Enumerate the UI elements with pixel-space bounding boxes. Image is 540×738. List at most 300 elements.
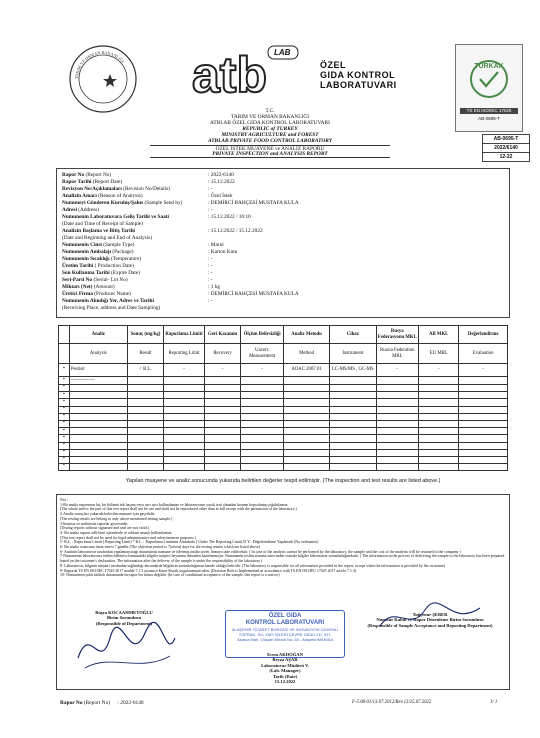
note-line: (The whole and/or the part of this test report shall not be use and shall not be reproduced other than in full except with the permission of the laboratory.) bbox=[60, 507, 297, 512]
info-row bbox=[62, 207, 99, 213]
table-cell bbox=[419, 442, 459, 449]
table-cell bbox=[69, 406, 127, 413]
signature-line: (Lab. Manager) bbox=[269, 668, 301, 674]
table-row-empty bbox=[59, 464, 508, 471]
info-row bbox=[62, 228, 135, 234]
note-line: 8- Laboratuvar, bilginin müşteri tarafından sağlandığı durumlarda bilgilerin sorumluluğunun kimde olduğu belirtilir. (The laboratory is responsible for all information provided in the report, except when the information is provided by the customer) bbox=[60, 563, 446, 568]
table-cell bbox=[330, 399, 376, 406]
col-header-en: Result bbox=[127, 344, 163, 364]
table-cell bbox=[127, 385, 163, 392]
table-cell: Pestisit bbox=[69, 364, 127, 377]
note-line: 7-Numunenin laboratuvara teslim edilmesi esnasındaki bilgiler müşteri beyanına istinaden hazırlanmıştır. Numunenin teslim alımına sürecinden sonraki bilgiler laboratuvar sorumluluğundadır. ( The information in the process of delivering the sample to the laboratory has been prepared based on the customer's declaration. The information after the delivery of the sample is under the responsibility of the laboratory.) bbox=[60, 554, 505, 564]
table-cell bbox=[330, 464, 376, 471]
table-cell bbox=[204, 399, 241, 406]
table-cell bbox=[283, 420, 329, 427]
table-cell bbox=[241, 435, 284, 442]
table-cell bbox=[330, 406, 376, 413]
note-line: 5- R.L. : Raporlama Limiti ( Reporting Limit) * R.L. : Raporlama Limitinin Altındadır ( Under The Reporting Limit) D.Y : Değerlendirme Yapılmadı (No evaluation) bbox=[60, 540, 319, 545]
table-row-empty bbox=[59, 442, 508, 449]
table-cell bbox=[204, 464, 241, 471]
table-cell bbox=[241, 399, 284, 406]
table-cell bbox=[419, 399, 459, 406]
table-row-empty bbox=[59, 385, 508, 392]
col-header-en: EU MRL bbox=[419, 344, 459, 364]
note-line: 6- Bu analiz sonucuna itiraz süresi 7 gündür (The objection period is 7(seven) days for the testing results which are listed above) bbox=[60, 545, 261, 550]
info-label-en: (Reason of Analysis) bbox=[96, 193, 143, 199]
info-label: Seri-Parti No bbox=[62, 277, 93, 283]
svg-text:TARIM VE ORMAN BAKANLIĞI: TARIM VE ORMAN BAKANLIĞI bbox=[73, 50, 126, 80]
table-cell: * bbox=[59, 385, 70, 392]
signature-line: Tarih (Date) bbox=[272, 673, 298, 679]
info-label: Numuneyi Gönderen Kuruluş/Şahıs bbox=[62, 200, 144, 206]
info-row bbox=[62, 263, 134, 269]
table-cell bbox=[241, 392, 284, 399]
table-cell bbox=[376, 420, 419, 427]
code-box-period: 12-22 bbox=[482, 152, 530, 162]
note-line: (This test report shall not be used for legal-administrative and advertisement purposes.) bbox=[60, 535, 196, 540]
table-cell bbox=[459, 435, 508, 442]
lab-stamp bbox=[225, 610, 345, 658]
table-cell: LC-MS/MS , GC-MS bbox=[330, 364, 376, 377]
note-line: 2-Analiz sonuçları yukarıda belirtilen numune için geçerlidir. bbox=[60, 512, 156, 517]
table-cell bbox=[164, 399, 205, 406]
table-cell bbox=[459, 406, 508, 413]
table-cell bbox=[164, 385, 205, 392]
table-cell bbox=[283, 413, 329, 420]
table-cell: < R.L. bbox=[127, 364, 163, 377]
info-label: Numunenin Cinsi bbox=[62, 242, 102, 248]
turkak-label: TÜRKAK bbox=[474, 63, 504, 70]
table-cell bbox=[376, 442, 419, 449]
table-cell: - bbox=[376, 364, 419, 377]
info-label-en: (Package) bbox=[111, 249, 134, 255]
table-cell bbox=[164, 435, 205, 442]
table-cell: --------------- bbox=[69, 377, 127, 385]
table-cell bbox=[330, 420, 376, 427]
note-line: 3-İmzasız ve mühürsüz raporlar geçersizdir. bbox=[60, 521, 129, 526]
info-row bbox=[62, 193, 143, 199]
results-body bbox=[59, 364, 508, 471]
table-cell bbox=[204, 413, 241, 420]
info-label: Numunenin Ambalajı bbox=[62, 249, 112, 255]
table-cell bbox=[241, 442, 284, 449]
col-header-en: Russia Federation MRL bbox=[376, 344, 419, 364]
table-cell bbox=[204, 406, 241, 413]
table-cell bbox=[204, 449, 241, 456]
signature-line: Birim Sorumlusu bbox=[106, 615, 142, 621]
info-value: : 15.12.2022 bbox=[208, 179, 235, 185]
info-row bbox=[62, 221, 143, 227]
info-row bbox=[62, 291, 131, 297]
info-label-en: (Date and Beginning and End of Analysis) bbox=[62, 235, 153, 241]
table-cell: - bbox=[164, 364, 205, 377]
table-cell bbox=[204, 377, 241, 385]
table-cell bbox=[283, 385, 329, 392]
note-line: 9- Raporda TS EN ISO/IEC 17025:2017 madde 7.1.3 uyarınca Karar Kuralı uygulanmayacaktır. (Decision Rule is Implemented in accordance with TS EN ISO/IEC 17025 2017 article 7.1.3) bbox=[60, 568, 357, 573]
table-cell bbox=[241, 464, 284, 471]
signature-line: Laboratuvar Müdürü V. bbox=[261, 662, 309, 668]
table-cell bbox=[459, 392, 508, 399]
col-header: Ölçüm Belirsizliği bbox=[241, 326, 284, 344]
table-cell: * bbox=[59, 364, 70, 377]
table-cell bbox=[204, 392, 241, 399]
table-cell: * bbox=[59, 449, 70, 456]
info-label: Rapor No bbox=[62, 172, 85, 178]
table-cell bbox=[376, 392, 419, 399]
table-cell bbox=[241, 406, 284, 413]
footer-form-code: F-5.08-01/13.07.2012/Rev.13/25.07.2022 bbox=[352, 700, 432, 705]
table-cell bbox=[419, 464, 459, 471]
info-value: : - bbox=[208, 263, 213, 269]
info-label: Numunenin Alındığı Yer, Adres ve Tarihi bbox=[62, 298, 154, 304]
table-cell bbox=[204, 385, 241, 392]
col-header: Analiz Metodu bbox=[283, 326, 329, 344]
table-cell bbox=[283, 428, 329, 435]
info-label-en: (Report No) bbox=[84, 172, 112, 178]
table-cell bbox=[419, 406, 459, 413]
info-value: : - bbox=[208, 270, 213, 276]
notes-title: Not : bbox=[60, 498, 68, 502]
info-value: : - bbox=[208, 298, 213, 304]
table-cell bbox=[69, 456, 127, 463]
table-cell bbox=[330, 428, 376, 435]
signature-line: Ecem AKDOĞAN bbox=[267, 652, 303, 657]
info-label: Analizin Başlama ve Bitiş Tarihi bbox=[62, 228, 135, 234]
info-label: Rapor Tarihi bbox=[62, 179, 92, 185]
table-cell bbox=[376, 385, 419, 392]
signature-line: (Responsible of Sample Acceptance and Reporting Department) bbox=[367, 622, 493, 628]
table-cell bbox=[459, 428, 508, 435]
table-cell bbox=[419, 428, 459, 435]
signature-scribble-right bbox=[370, 598, 490, 638]
note-line: 6- Analizin laboratuvar tarafından yapılamayacağı durumlarda numune ve ödenmiş analiz ücreti firmaya iade edilecektir. ( In case of the analysis cannot be performed by the laboratory, the sample and the cost of the analysis will be returned to the company ) bbox=[60, 549, 461, 554]
table-cell bbox=[164, 456, 205, 463]
table-cell: - bbox=[241, 364, 284, 377]
info-label-en: (Serial- Lot No) bbox=[92, 277, 128, 283]
code-box-accreditation: AB-0695-T bbox=[482, 134, 530, 144]
table-cell bbox=[241, 449, 284, 456]
ministry-seal bbox=[68, 44, 138, 114]
table-cell bbox=[419, 456, 459, 463]
table-cell bbox=[376, 406, 419, 413]
col-header: Geri Kazanım bbox=[204, 326, 241, 344]
stamp-line: Akarca Mah. Otoyan Mevkii No: 54 - Alaşehir/MANİSA bbox=[236, 637, 334, 643]
table-cell bbox=[376, 449, 419, 456]
table-cell bbox=[283, 456, 329, 463]
info-label-en: (Report Date) bbox=[91, 179, 123, 185]
info-label-en: (Amount) bbox=[92, 284, 115, 290]
report-type-tr: ÖZEL İSTEK MUAYENE ve ANALİZ RAPORU bbox=[150, 145, 390, 152]
info-row bbox=[62, 256, 141, 262]
table-row-empty bbox=[59, 449, 508, 456]
table-cell bbox=[69, 420, 127, 427]
info-label: Numunenin Laboratuvara Geliş Tarihi ve Saati bbox=[62, 214, 169, 220]
table-cell bbox=[459, 442, 508, 449]
table-cell bbox=[283, 442, 329, 449]
table-cell bbox=[69, 449, 127, 456]
table-cell bbox=[164, 413, 205, 420]
table-cell bbox=[164, 464, 205, 471]
table-cell bbox=[164, 392, 205, 399]
info-value: : DEMİRCİ BAHÇESİ MUSTAFA KULA bbox=[208, 200, 299, 206]
info-row bbox=[62, 305, 160, 311]
col-header: Raporlama Limiti bbox=[164, 326, 205, 344]
table-cell bbox=[459, 413, 508, 420]
footer-page-number: 1/ 1 bbox=[490, 700, 498, 705]
info-value: : 2022-6140 bbox=[208, 172, 234, 178]
info-value: : Karton Kutu bbox=[208, 249, 238, 255]
table-row-empty bbox=[59, 435, 508, 442]
col-header-en: Uncert. Measurement bbox=[241, 344, 284, 364]
ministry-tr: TARIM VE ORMAN BAKANLIĞI bbox=[230, 114, 310, 120]
table-row bbox=[59, 364, 508, 377]
table-cell bbox=[204, 435, 241, 442]
table-cell bbox=[204, 420, 241, 427]
table-cell bbox=[127, 442, 163, 449]
table-cell bbox=[459, 464, 508, 471]
table-cell bbox=[283, 464, 329, 471]
info-row bbox=[62, 298, 154, 304]
info-label: Numunenin Sıcaklığı bbox=[62, 256, 110, 262]
table-cell bbox=[241, 385, 284, 392]
table-footer-note: Yapılan muayene ve analiz sonucunda yukarıda belirtilen değerler tespit edilmiştir. (The inspection and test results are listed above.) bbox=[125, 478, 441, 484]
atb-logo-text: atb bbox=[192, 47, 267, 100]
info-value: : - bbox=[208, 277, 213, 283]
stamp-line: ÖZEL GIDA bbox=[268, 613, 302, 619]
table-cell bbox=[127, 456, 163, 463]
col-header: Sonuç (mg/kg) bbox=[127, 326, 163, 344]
table-cell bbox=[330, 377, 376, 385]
note-line: 1-Bu analiz raporunun hiç bir bölümü tek başına veya ayrı ayrı kullanılamaz ve laboratuvarın yazılı izni olmadan kısmen kopyalanıp çoğaltılamaz. bbox=[60, 502, 289, 507]
info-label: Üretici Firma bbox=[62, 291, 93, 297]
turkak-logo-icon bbox=[456, 45, 522, 105]
stamp-line: ALAŞEHİR TİCARET BORSASI VE İNOVASYON GÜVENLİ bbox=[231, 627, 339, 632]
info-row bbox=[62, 270, 140, 276]
table-cell bbox=[419, 420, 459, 427]
ministry-en: MINISTRY AGRICULTURE and FOREST bbox=[221, 132, 319, 138]
col-header-en: Recovery bbox=[204, 344, 241, 364]
info-label: Revizyon No/Açıklamaları bbox=[62, 186, 122, 192]
table-cell: * bbox=[59, 377, 70, 385]
signature-line: Büşra KOCAAHMETOĞLU bbox=[95, 610, 153, 615]
table-cell bbox=[164, 442, 205, 449]
table-cell bbox=[204, 456, 241, 463]
info-label-en: ( Production Date) bbox=[93, 263, 134, 269]
info-label-en: (Address) bbox=[76, 207, 100, 213]
table-cell bbox=[376, 435, 419, 442]
info-row bbox=[62, 186, 170, 192]
table-row-empty bbox=[59, 413, 508, 420]
table-cell bbox=[69, 399, 127, 406]
table-cell bbox=[330, 449, 376, 456]
footer-report-label: Rapor No bbox=[60, 700, 83, 706]
info-value: : Marul bbox=[208, 242, 224, 248]
table-cell bbox=[127, 399, 163, 406]
table-cell bbox=[459, 377, 508, 385]
info-label-en: (Temperature) bbox=[109, 256, 142, 262]
accreditation-standard: TS EN ISO/IEC 17025 bbox=[460, 108, 518, 114]
table-cell bbox=[241, 413, 284, 420]
table-cell: - bbox=[419, 364, 459, 377]
footer-report-no bbox=[60, 700, 144, 706]
table-cell bbox=[330, 435, 376, 442]
table-cell bbox=[330, 456, 376, 463]
table-cell: AOAC 2007.01 bbox=[283, 364, 329, 377]
col-header: Analiz bbox=[69, 326, 127, 344]
table-cell bbox=[241, 428, 284, 435]
table-cell: * bbox=[59, 413, 70, 420]
table-cell bbox=[376, 377, 419, 385]
info-value: : 15.12.2022 / 15.12.2022 bbox=[208, 228, 263, 234]
table-cell bbox=[241, 456, 284, 463]
col-header-en: Method bbox=[283, 344, 329, 364]
table-cell bbox=[283, 435, 329, 442]
info-row bbox=[62, 277, 128, 283]
lab-name-en: ATBLAB PRIVATE FOOD CONTROL LABORATORY bbox=[207, 138, 333, 144]
table-cell: - bbox=[204, 364, 241, 377]
info-row bbox=[62, 242, 134, 248]
table-cell: * bbox=[59, 392, 70, 399]
table-cell bbox=[69, 385, 127, 392]
table-cell: * bbox=[59, 442, 70, 449]
code-box-report-no: 2022/6140 bbox=[482, 143, 530, 153]
col-header: Değerlendirme bbox=[459, 326, 508, 344]
info-row bbox=[62, 200, 182, 206]
table-cell bbox=[127, 428, 163, 435]
republic-en: REPUBLIC of TURKEY bbox=[242, 126, 298, 132]
table-cell bbox=[376, 428, 419, 435]
info-label-en: (Sample Type) bbox=[101, 242, 135, 248]
info-row bbox=[62, 214, 169, 220]
table-cell bbox=[127, 420, 163, 427]
logo-text-line-1: ÖZEL bbox=[320, 60, 346, 70]
signature-line: Numune Kabul ve Rapor Düzenleme Birim Sorumlusu bbox=[376, 617, 484, 623]
col-header: AB MKL bbox=[419, 326, 459, 344]
info-row bbox=[62, 249, 134, 255]
col-header: Rusya Federasyonu MKL bbox=[376, 326, 419, 344]
table-cell bbox=[127, 406, 163, 413]
table-cell bbox=[459, 399, 508, 406]
table-cell bbox=[459, 449, 508, 456]
table-row bbox=[59, 377, 508, 385]
info-value: : Özel İstek bbox=[208, 193, 233, 199]
info-label-en: (Date and Time of Receipt of Sample) bbox=[62, 221, 143, 227]
info-label: Adresi bbox=[62, 207, 77, 213]
footer-report-label-en: (Report No) bbox=[82, 700, 111, 706]
table-cell bbox=[164, 449, 205, 456]
info-label-en: (Revision No/Details) bbox=[121, 186, 170, 192]
table-cell bbox=[69, 435, 127, 442]
stamp-line: TOPRAK, SU, YAPI İŞLERİ ÇEVRE GIDA LTD. ŞTİ. bbox=[238, 632, 332, 638]
table-cell bbox=[283, 406, 329, 413]
note-line: (The testing results are belong to only above mentioned testing sample.) bbox=[60, 516, 173, 521]
lab-name-block bbox=[320, 60, 397, 90]
table-cell bbox=[127, 449, 163, 456]
table-cell bbox=[459, 420, 508, 427]
table-cell bbox=[419, 377, 459, 385]
info-label: Son Kullanma Tarihi bbox=[62, 270, 110, 276]
table-cell bbox=[69, 413, 127, 420]
results-table bbox=[58, 325, 508, 471]
info-value: : 1 kg bbox=[208, 284, 221, 290]
table-cell bbox=[330, 392, 376, 399]
table-cell bbox=[204, 428, 241, 435]
note-line: 10- Numunenin şahit kalıbılı durumunda bu rapor bir fatura değildir. (In case of conditional acceptance of the sample, this report is a waiver) bbox=[60, 573, 280, 578]
signature-line: Tuğçenur ŞEBER bbox=[412, 612, 448, 617]
table-cell bbox=[283, 377, 329, 385]
table-row-empty bbox=[59, 392, 508, 399]
table-cell bbox=[459, 456, 508, 463]
info-value: : 15.12.2022 / 16:10 bbox=[208, 214, 251, 220]
table-cell bbox=[376, 413, 419, 420]
signature-center bbox=[215, 652, 355, 684]
table-cell bbox=[69, 442, 127, 449]
table-cell bbox=[419, 435, 459, 442]
info-value: : - bbox=[208, 186, 213, 192]
signature-scribble-left bbox=[70, 618, 180, 678]
stamp-line: KONTROL LABORATUVARI bbox=[245, 620, 325, 626]
logo-text-line-3: LABORATUVARI bbox=[320, 80, 397, 90]
col-header-en: Analysis bbox=[69, 344, 127, 364]
table-cell bbox=[204, 442, 241, 449]
table-cell: * bbox=[59, 464, 70, 471]
accreditation-number: AB-0695-T bbox=[478, 116, 500, 121]
info-row bbox=[62, 172, 111, 178]
notes-block bbox=[60, 498, 508, 578]
signature-line: (Responsible of Department) bbox=[95, 620, 153, 626]
info-row bbox=[62, 284, 115, 290]
info-value: : - bbox=[208, 256, 213, 262]
atblab-logo bbox=[190, 44, 308, 100]
table-header-tr bbox=[59, 326, 508, 344]
table-cell bbox=[164, 377, 205, 385]
table-cell: * bbox=[59, 406, 70, 413]
table-row-empty bbox=[59, 428, 508, 435]
table-cell bbox=[164, 420, 205, 427]
info-row bbox=[62, 179, 122, 185]
table-cell bbox=[330, 413, 376, 420]
col-header-en: Instrument bbox=[330, 344, 376, 364]
lab-name-tr: ATBLAB ÖZEL GIDA KONTROL LABORATUVARI bbox=[210, 120, 330, 126]
table-cell bbox=[419, 413, 459, 420]
info-value: : DEMİRCİ BAHÇESİ MUSTAFA KULA bbox=[208, 291, 299, 297]
footer-report-value: : 2022-6140 bbox=[117, 700, 144, 706]
table-cell bbox=[419, 449, 459, 456]
table-cell bbox=[127, 435, 163, 442]
table-cell bbox=[164, 406, 205, 413]
info-label-en: (Receiving Place, address and Date Sampling) bbox=[62, 305, 161, 311]
table-cell bbox=[69, 428, 127, 435]
table-cell bbox=[241, 377, 284, 385]
table-cell: * bbox=[59, 456, 70, 463]
table-cell bbox=[330, 385, 376, 392]
table-cell bbox=[69, 464, 127, 471]
table-cell bbox=[376, 456, 419, 463]
signature-line: Beyza AŞAR bbox=[272, 657, 298, 663]
table-cell: * bbox=[59, 435, 70, 442]
signature-line: 15.12.2022 bbox=[274, 679, 296, 685]
table-cell bbox=[127, 377, 163, 385]
info-label-en: (Expire Date) bbox=[109, 270, 140, 276]
table-cell bbox=[283, 399, 329, 406]
tc-label: T.C. bbox=[265, 108, 275, 114]
info-row bbox=[62, 235, 152, 241]
note-line: (Testing reports without signature and seal are not valid.) bbox=[60, 526, 149, 531]
table-cell: - bbox=[459, 364, 508, 377]
table-row-empty bbox=[59, 406, 508, 413]
info-label: Üretim Tarihi bbox=[62, 263, 94, 269]
notes-list bbox=[60, 503, 508, 578]
